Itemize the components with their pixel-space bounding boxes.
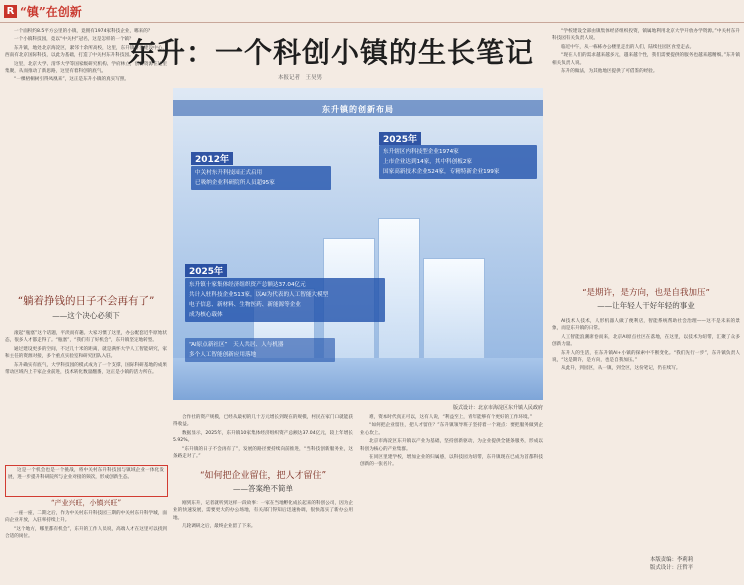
column-1-subhead-2 (5, 496, 167, 508)
info-line: 东升镇十家集体经济组织资产总额达37.04亿元 (189, 282, 306, 288)
infographic-caption: 版式设计：北京市海淀区东升镇人民政府 (452, 405, 543, 411)
info-line: 东升辖区内科技型企业1974家 (383, 149, 459, 155)
column-4-subhead (552, 280, 740, 317)
info-line: 电子信息、新材料、生物医药、新能源等企业 (189, 302, 301, 308)
info-box-2025-b (185, 278, 385, 322)
paragraph: 难，资本时代真正可以，这有人说，“利益至上，青年能够有个更好的工作环境。” (369, 415, 533, 420)
paragraph: 临近中午，从一栋栋办公楼里走出的人们，陆续往园区食堂走去。 (561, 44, 695, 50)
paragraph: “现在人们的需求越来越多元，越来越个性，我们需要提供的服务也越来越精细。”东升镇相关负责人说。 (552, 53, 740, 66)
paragraph: 从此升，到园区，从一镇，到全区，这份笔记，仍在续写。 (561, 366, 681, 372)
paragraph: 合作社的资产规模，已经从最初的几十万元增长到现在的规模，村民在家门口就能获得收益。 (173, 415, 353, 428)
infographic-header: 东升镇的创新布局 (322, 105, 394, 114)
top-divider (0, 22, 744, 23)
paragraph: 刚到东升，记者就听到这样一段故事：一家在当地孵化成长起来的科创公司，因为企业的快速发展，需要更大的办公场地，有关部门得知后迅速协调，很快落实了新办公用地。 (173, 501, 353, 521)
paragraph: 这是一个机会也是一个挑战，将中关村东升科技园与镇域企业一体化发展，进一步提升科研院所与企业对接的频次，形成创新生态。 (8, 468, 164, 481)
building (423, 258, 485, 360)
paragraph: 一个小镇科技园，竟以“中关村”冠名，这是怎样的一个镇？ (14, 37, 134, 43)
paragraph: 一座一座，二期之后，作为中关村东升科技园三期的中关村东升科学城，面向企业开放，入驻率持续上升。 (5, 511, 167, 524)
info-box-2025-a (379, 145, 537, 179)
year-label-2025-b: 2025年 (185, 264, 227, 277)
column-2-bottom (173, 500, 353, 582)
paragraph: 北京市海淀区东升镇以产业为基础，坚持创新驱动，为企业提供全链条服务，形成以科创为核心的产业集群。 (360, 439, 543, 452)
subhead-title: “是期许，是方向，也是自我加压” (582, 288, 710, 298)
column-1-highlight (8, 467, 164, 494)
section-tag-badge: R (4, 5, 17, 18)
paragraph: “一棵梧桐树引得凤凰来”，这正是东升小镇的真实写照。 (14, 77, 130, 83)
paragraph: “学校建设全部由镇集体经济组织投资，镇属地利用北京大学开放办学资源。”中关村东升科技园有关负责人说。 (552, 29, 740, 42)
column-1-subhead (5, 287, 167, 327)
paragraph: 滚起“瓶塞”这个话题，平淡而有趣。大家习惯了这里，办公配套近乎原始状态，很多人才都走得了。“瓶塞”，“我们有了好机会”，东升镇坚定地转型。 (5, 331, 167, 344)
section-tag-title: “镇”在创新 (20, 5, 82, 19)
paragraph: 东升镇，地处北京海淀区，紧邻十余所高校，这里，东升镇开发建设中心，西南有北京国际科技，以此为基础，打造了中关村东升科技园。 (5, 45, 167, 59)
subhead-sub: ——这个决心必须下 (52, 311, 120, 320)
paragraph: 一个面积约8.5平方公里的小镇，竟拥有1974家科技企业，哪来的？ (14, 29, 153, 34)
paragraph: 这里，北京大学、清华大学等国家级研究机构、学府林立，创新资源在这里集聚，从而推动了新思路，这里有着科创的底气。 (5, 61, 167, 75)
paragraph: 在同区里建学校，增加企业的归属感，以科技园为纽带，东升镇现在已成为首都科技创新的一张名片。 (360, 455, 543, 468)
paragraph: AI技术人技术，人形机器人做了便利店，智能系统帮助社会治理——这不是未来的景象，而是东升镇的日常。 (552, 319, 740, 332)
paragraph: “这个地方，哪里都有机会”，东升的工作人员说，高端人才在这里可以找到合适的岗位。 (5, 526, 167, 540)
info-line: 中关村东升科技园正式启用 (195, 170, 263, 176)
designer-credit: 版式设计：汪哲平 (650, 565, 694, 571)
info-box-2012 (191, 166, 331, 190)
section-tag (4, 4, 82, 19)
column-4-top (552, 28, 740, 278)
paragraph: 数据显示，2025年，东升镇10家集体经济组织资产总额达37.04亿元，较上年增长5.92%。 (173, 430, 353, 444)
byline: 本报记者 王昊男 (278, 75, 323, 81)
subhead-title: “产业兴旺，小镇兴旺” (50, 499, 122, 507)
info-line: 已吸纳企业科研院所人员超95家 (195, 180, 275, 186)
subhead-sub: ——让年轻人干好年轻的事业 (597, 301, 695, 310)
editor-credit: 本版责编：李莉莉 (650, 557, 694, 563)
subhead-sub: ——答案绝不简单 (233, 484, 293, 493)
info-line: 成为核心载体 (189, 312, 223, 318)
subhead-title: “躺着挣钱的日子不会再有了” (17, 295, 155, 307)
year-label-2012: 2012年 (191, 152, 233, 165)
paragraph: “东升镇的日子不会再有了”，发展的路径要持续向前推进，“当科技创新服务业，这条路走对了。” (173, 446, 353, 460)
column-1-bottom (5, 510, 167, 582)
paragraph: 几轮调研之后，最终企业留了下来。 (182, 524, 256, 530)
headline: 东升：一个科创小镇的生长笔记 (128, 36, 535, 69)
paragraph: 东升确实有底气，大学科技园的模式成为了一个支撑，国际科研基地的成果带动区域内上千家企业前进，技术转化数量翻番，这正是小镇的活力所在。 (5, 362, 167, 376)
paragraph: 人工智能浪潮席卷而来，北京AI原点社区在落地，在这里，以技术为纽带，汇聚了众多创新力量。 (552, 334, 740, 348)
footer (650, 556, 693, 572)
info-line: 上市企业达到14家，其中科创板2家 (383, 159, 472, 165)
paragraph: 东升人的生活，在东升镇AI+小镇的探索中不断变化。“我们先行一步”，东升镇负责人说，“这是期许，是方向，也是自我加压。” (552, 350, 740, 364)
year-label-2025-a: 2025年 (379, 132, 421, 145)
column-3 (360, 414, 543, 582)
info-box-ai (185, 338, 335, 362)
column-2-top (173, 414, 353, 464)
info-line: 共计入驻科技企业513家，以AI为代表的人工智能大模型 (189, 292, 329, 298)
paragraph: 东升的做法，为其他地区提供了可借鉴的经验。 (561, 69, 658, 75)
infographic (173, 88, 543, 400)
column-4-bottom (552, 318, 740, 552)
column-1-middle (5, 330, 167, 460)
paragraph: “如何把企业留住，把人才留住？”东升镇领导班子坚持着一个观点：要把服务做到企业心坎上。 (360, 423, 543, 436)
column-1-top (5, 28, 167, 273)
info-line: 多个人工智能创新应用落地 (189, 352, 257, 358)
column-2-subhead (173, 462, 353, 500)
info-line: “AI原点新社区” 天人共居、人与机器 (189, 342, 284, 348)
ground (173, 358, 543, 400)
info-line: 国家高新技术企业524家，专精特新企业199家 (383, 169, 500, 175)
paragraph: 通过建设更多的空间，不过几十米的距离，就是满怀大学人工智能研究，家和主任的资源对接，多个重点实验室和研究团队入驻。 (5, 346, 167, 360)
subhead-title: “如何把企业留住，把人才留住” (199, 471, 327, 481)
